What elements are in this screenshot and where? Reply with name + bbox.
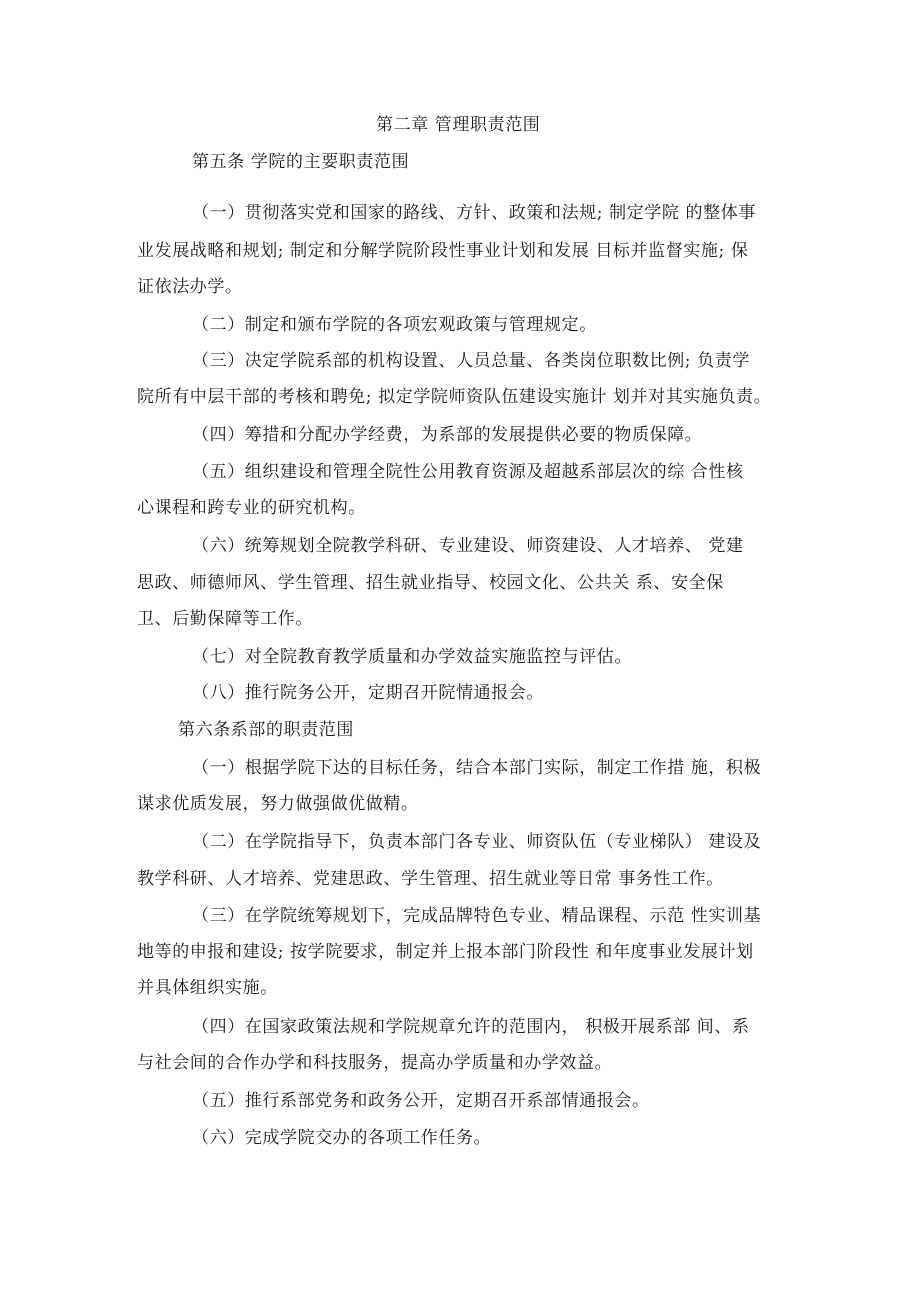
article-5-item-1-line-2: 业发展战略和规划; 制定和分解学院阶段性事业计划和发展 目标并监督实施; 保 [137, 241, 749, 261]
article-6-heading: 第六条系部的职责范围 [178, 720, 354, 740]
article-5-item-2-line-1: （二）制定和颁布学院的各项宏观政策与管理规定。 [192, 315, 597, 335]
article-6-item-3-line-2: 地等的申报和建设; 按学院要求，制定并上报本部门阶段性 和年度事业发展计划 [137, 942, 754, 962]
article-5-item-7-line-1: （七）对全院教育教学质量和办学效益实施监控与评估。 [192, 647, 632, 667]
article-5-item-1-line-3: 证依法办学。 [137, 277, 243, 297]
article-5-item-3-line-2: 院所有中层干部的考核和聘免; 拟定学院师资队伍建设实施计 划并对其实施负责。 [137, 387, 772, 407]
article-5-item-4-line-1: （四）筹措和分配办学经费，为系部的发展提供必要的物质保障。 [192, 425, 703, 445]
article-5-item-6-line-3: 卫、后勤保障等工作。 [137, 609, 313, 629]
article-6-item-3-line-3: 并具体组织实施。 [137, 978, 278, 998]
article-6-item-5-line-1: （五）推行系部党务和政务公开，定期召开系部情通报会。 [192, 1091, 650, 1111]
article-6-item-2-line-2: 教学科研、人才培养、党建思政、学生管理、招生就业等日常 事务性工作。 [137, 869, 724, 889]
article-6-item-4-line-1: （四）在国家政策法规和学院规章允许的范围内， 积极开展系部 间、系 [192, 1017, 750, 1037]
article-5-item-5-line-1: （五）组织建设和管理全院性公用教育资源及超越系部层次的综 合性核 [192, 462, 744, 482]
article-5-heading: 第五条 学院的主要职责范围 [192, 152, 410, 172]
article-5-item-1-line-1: （一）贯彻落实党和国家的路线、方针、政策和法规; 制定学院 的整体事 [192, 203, 756, 223]
chapter-title: 第二章 管理职责范围 [376, 115, 541, 135]
article-5-item-5-line-2: 心课程和跨专业的研究机构。 [137, 498, 366, 518]
article-6-item-1-line-1: （一）根据学院下达的目标任务，结合本部门实际，制定工作措 施，积极 [192, 758, 762, 778]
article-5-item-6-line-1: （六）统筹规划全院教学科研、专业建设、师资建设、人才培养、 党建 [192, 536, 744, 556]
article-6-item-2-line-1: （二）在学院指导下，负责本部门各专业、师资队伍（专业梯队） 建设及 [192, 832, 762, 852]
article-6-item-1-line-2: 谋求优质发展，努力做强做优做精。 [137, 794, 419, 814]
article-5-item-6-line-2: 思政、师德师风、学生管理、招生就业指导、校园文化、公共关 系、安全保 [137, 573, 724, 593]
article-6-item-4-line-2: 与社会间的合作办学和科技服务，提高办学质量和办学效益。 [137, 1053, 613, 1073]
article-5-item-3-line-1: （三）决定学院系部的机构设置、人员总量、各类岗位职数比例; 负责学 [192, 351, 750, 371]
article-6-item-6-line-1: （六）完成学院交办的各项工作任务。 [192, 1128, 492, 1148]
article-6-item-3-line-1: （三）在学院统筹规划下，完成品牌特色专业、精品课程、示范 性实训基 [192, 906, 762, 926]
article-5-item-8-line-1: （八）推行院务公开，定期召开院情通报会。 [192, 683, 544, 703]
